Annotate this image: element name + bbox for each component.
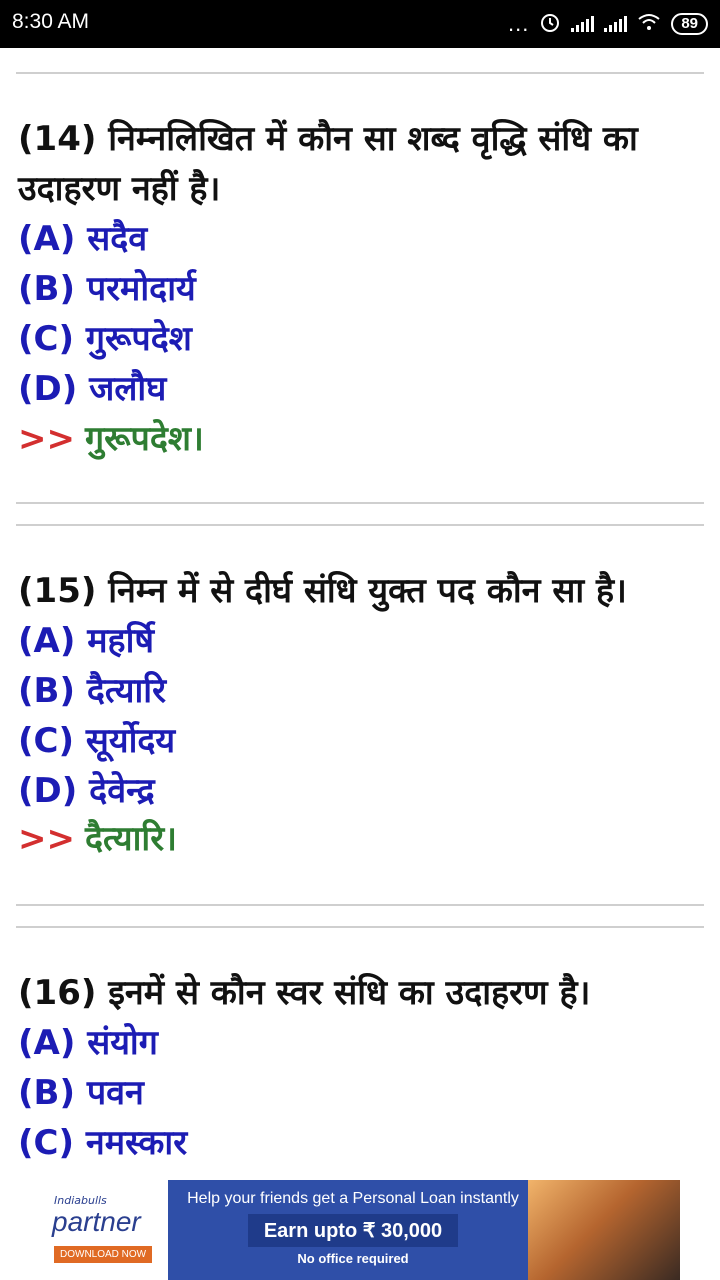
option-b: (B) परमोदार्य bbox=[18, 269, 196, 309]
ad-brand-small: Indiabulls bbox=[54, 1194, 107, 1207]
divider bbox=[16, 72, 704, 74]
question-15: (15) निम्न में से दीर्घ संधि युक्त पद कौन सा है। bbox=[18, 571, 627, 611]
ad-photo bbox=[528, 1180, 680, 1280]
divider bbox=[16, 904, 704, 906]
ad-offer: Earn upto ₹ 30,000 bbox=[248, 1214, 458, 1247]
option-c: (C) सूर्योदय bbox=[18, 721, 176, 761]
ad-headline: Help your friends get a Personal Loan instantly bbox=[187, 1190, 519, 1207]
option-d: (D) जलौघ bbox=[18, 369, 167, 409]
ad-text bbox=[178, 1190, 528, 1266]
ad-brand-panel bbox=[40, 1180, 168, 1280]
status-time: 8:30 AM bbox=[12, 10, 90, 33]
answer-arrow: >> bbox=[18, 419, 75, 459]
answer bbox=[18, 414, 702, 464]
ad-brand: partner bbox=[52, 1206, 141, 1237]
signal-icon bbox=[604, 16, 627, 32]
signal-icon bbox=[571, 16, 594, 32]
option-c: (C) गुरूपदेश bbox=[18, 319, 192, 359]
option-c: (C) नमस्कार bbox=[18, 1123, 188, 1163]
divider bbox=[16, 524, 704, 526]
ad-banner[interactable] bbox=[40, 1180, 680, 1280]
alarm-icon bbox=[539, 11, 561, 38]
wifi-icon bbox=[637, 12, 661, 37]
option-a: (A) महर्षि bbox=[18, 621, 155, 661]
question-16: (16) इनमें से कौन स्वर संधि का उदाहरण है। bbox=[18, 973, 591, 1013]
option-a: (A) सदैव bbox=[18, 219, 148, 259]
option-d: (D) देवेन्द्र bbox=[18, 771, 155, 811]
option-a: (A) संयोग bbox=[18, 1023, 158, 1063]
answer-text: दैत्यारि। bbox=[84, 819, 178, 859]
question-14: (14) निम्नलिखित में कौन सा शब्द वृद्धि संधि का उदाहरण नहीं है। bbox=[18, 119, 638, 209]
answer bbox=[18, 814, 702, 864]
more-notifications-icon: ... bbox=[507, 11, 530, 36]
divider bbox=[16, 502, 704, 504]
answer-text: गुरूपदेश। bbox=[84, 419, 204, 459]
answer-arrow: >> bbox=[18, 819, 75, 859]
battery-icon: 89 bbox=[671, 13, 708, 35]
ad-download-button[interactable]: DOWNLOAD NOW bbox=[54, 1246, 152, 1263]
divider bbox=[16, 926, 704, 928]
ad-subtext: No office required bbox=[297, 1251, 409, 1266]
option-b: (B) पवन bbox=[18, 1073, 144, 1113]
status-icons bbox=[508, 10, 708, 38]
quiz-content[interactable] bbox=[0, 48, 720, 1180]
status-bar bbox=[0, 0, 720, 48]
option-b: (B) दैत्यारि bbox=[18, 671, 166, 711]
